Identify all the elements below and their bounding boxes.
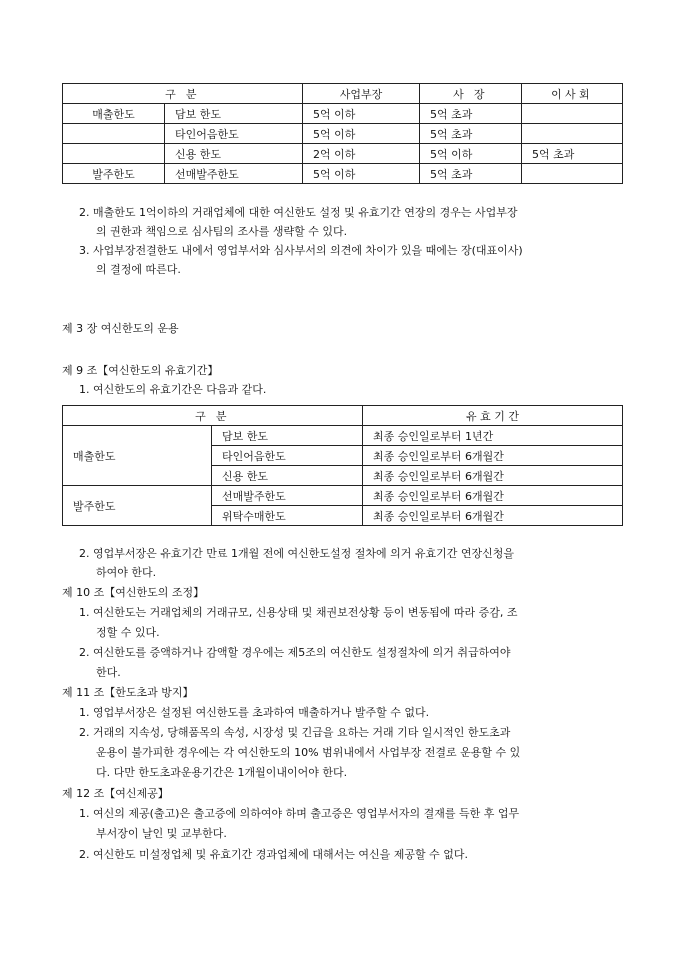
header-division-head: 사업부장: [303, 84, 420, 104]
paragraph-line: 의 권한과 책임으로 심사팀의 조사를 생략할 수 있다.: [96, 225, 348, 238]
table-cell: 최종 승인일로부터 1년간: [363, 426, 623, 446]
paragraph-line: 운용이 불가피한 경우에는 각 여신한도의 10% 범위내에서 사업부장 전결로 운용할 수 있: [96, 746, 521, 759]
table-cell: 5억 초과: [522, 144, 623, 164]
table-cell: 선매발주한도: [212, 486, 363, 506]
group-cell-order: 발주한도: [63, 486, 212, 526]
table-cell: 5억 이하: [303, 104, 420, 124]
article-title: 제 9 조【여신한도의 유효기간】: [62, 364, 219, 377]
table-cell: 5억 이하: [303, 164, 420, 184]
validity-table: [62, 405, 623, 526]
paragraph-line: 2. 매출한도 1억이하의 거래업체에 대한 여신한도 설정 및 유효기간 연장의 경우는 사업부장: [79, 206, 518, 219]
table-cell: [63, 144, 165, 164]
header-board: 이사회: [522, 84, 623, 104]
table-cell: 매출한도: [63, 104, 165, 124]
paragraph-line: 2. 여신한도 미설정업체 및 유효기간 경과업체에 대해서는 여신을 제공할 수 없다.: [79, 848, 468, 861]
table-cell: 발주한도: [63, 164, 165, 184]
paragraph-line: 한다.: [96, 666, 121, 679]
table-cell: 위탁수매한도: [212, 506, 363, 526]
table-cell: 최종 승인일로부터 6개월간: [363, 506, 623, 526]
table-cell: [522, 164, 623, 184]
paragraph-line: 2. 여신한도를 증액하거나 감액할 경우에는 제5조의 여신한도 설정절차에 의거 취급하여야: [79, 646, 511, 659]
table-cell: [63, 124, 165, 144]
paragraph-line: 1. 여신한도는 거래업체의 거래규모, 신용상태 및 채권보전상황 등이 변동됨에 따라 증감, 조: [79, 606, 518, 619]
group-cell-sales: 매출한도: [63, 426, 212, 486]
table-row: [63, 144, 623, 164]
paragraph-line: 다. 다만 한도초과운용기간은 1개월이내이어야 한다.: [96, 766, 348, 779]
table-cell: 신용 한도: [165, 144, 303, 164]
article-title: 제 11 조【한도초과 방지】: [62, 686, 194, 699]
table-row: [63, 486, 623, 506]
table-cell: 2억 이하: [303, 144, 420, 164]
paragraph-line: 하여야 한다.: [96, 566, 157, 579]
table-cell: 최종 승인일로부터 6개월간: [363, 446, 623, 466]
table-cell: 타인어음한도: [212, 446, 363, 466]
article-title: 제 10 조【여신한도의 조정】: [62, 586, 205, 599]
table-cell: 신용 한도: [212, 466, 363, 486]
table-cell: 5억 이하: [303, 124, 420, 144]
table-header-row: [63, 406, 623, 426]
authority-table: [62, 83, 623, 184]
table-cell: [522, 104, 623, 124]
table-cell: 최종 승인일로부터 6개월간: [363, 466, 623, 486]
chapter-title: 제 3 장 여신한도의 운용: [62, 322, 179, 335]
header-president: 사 장: [420, 84, 522, 104]
header-category: 구 분: [63, 406, 363, 426]
paragraph-line: 3. 사업부장전결한도 내에서 영업부서와 심사부서의 의견에 차이가 있을 때에는 장(대표이사): [79, 244, 523, 257]
paragraph-line: 1. 영업부서장은 설정된 여신한도를 초과하여 매출하거나 발주할 수 없다.: [79, 706, 430, 719]
paragraph-line: 2. 거래의 지속성, 당해품목의 속성, 시장성 및 긴급을 요하는 거래 기타 일시적인 한도초과: [79, 726, 511, 739]
header-validity: 유 효 기 간: [363, 406, 623, 426]
paragraph-line: 정할 수 있다.: [96, 626, 160, 639]
paragraph-line: 2. 영업부서장은 유효기간 만료 1개월 전에 여신한도설정 절차에 의거 유효기간 연장신청을: [79, 547, 514, 560]
header-category: 구 분: [63, 84, 303, 104]
table-cell: 타인어음한도: [165, 124, 303, 144]
paragraph-line: 의 결정에 따른다.: [96, 263, 181, 276]
table-row: [63, 104, 623, 124]
table-cell: 5억 초과: [420, 124, 522, 144]
table-header-row: [63, 84, 623, 104]
paragraph-line: 1. 여신한도의 유효기간은 다음과 같다.: [79, 383, 267, 396]
table-cell: 최종 승인일로부터 6개월간: [363, 486, 623, 506]
table-row: [63, 164, 623, 184]
table-cell: 5억 이하: [420, 144, 522, 164]
table-cell: 5억 초과: [420, 104, 522, 124]
paragraph-line: 1. 여신의 제공(출고)은 출고증에 의하여야 하며 출고증은 영업부서자의 결재를 득한 후 업무: [79, 807, 520, 820]
table-cell: 담보 한도: [212, 426, 363, 446]
table-cell: [522, 124, 623, 144]
table-cell: 선매발주한도: [165, 164, 303, 184]
table-cell: 담보 한도: [165, 104, 303, 124]
table-row: [63, 426, 623, 446]
article-title: 제 12 조【여신제공】: [62, 787, 169, 800]
table-cell: 5억 초과: [420, 164, 522, 184]
table-row: [63, 124, 623, 144]
paragraph-line: 부서장이 날인 및 교부한다.: [96, 827, 227, 840]
